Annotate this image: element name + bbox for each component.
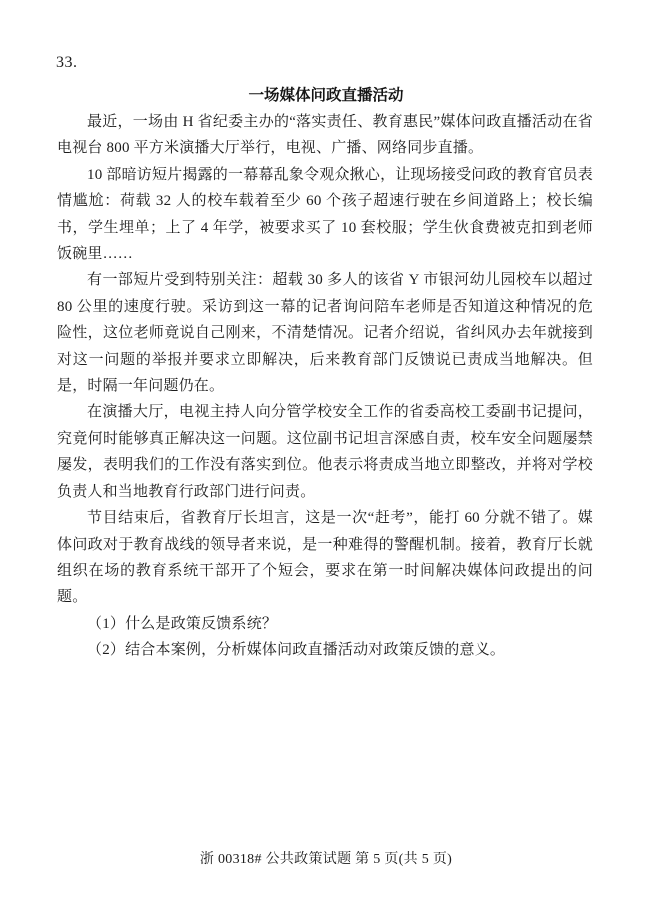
case-paragraph-5: 节目结束后，省教育厅长坦言，这是一次“赶考”，能打 60 分就不错了。媒体问政对于教育战线的领导者来说，是一种难得的警醒机制。接着，教育厅长就组织在场的教育系统干部开了个短会，要求在第一时间解决媒体问政提出的问题。 xyxy=(57,510,593,606)
case-paragraph-3: 有一部短片受到特别关注：超载 30 多人的该省 Y 市银河幼儿园校车以超过 80 公里的速度行驶。采访到这一幕的记者询问陪车老师是否知道这种情况的危险性，这位老师竟说自己刚来，不清楚情况。记者介绍说，省纠风办去年就接到对这一问题的举报并要求立即解决，后来教育部门反馈说已责成当地解决。但是，时隔一年问题仍在。 xyxy=(57,272,593,395)
case-paragraph-4: 在演播大厅，电视主持人向分管学校安全工作的省委高校工委副书记提问，究竟何时能够真正解决这一问题。这位副书记坦言深感自责，校车安全问题屡禁屡发，表明我们的工作没有落实到位。他表示将责成当地立即整改，并将对学校负责人和当地教育行政部门进行问责。 xyxy=(57,404,593,500)
case-paragraph-1: 最近，一场由 H 省纪委主办的“落实责任、教育惠民”媒体问政直播活动在省电视台 800 平方米演播大厅举行，电视、广播、网络同步直播。 xyxy=(57,114,593,157)
case-body xyxy=(57,109,593,664)
page-footer: 浙 00318# 公共政策试题 第 5 页(共 5 页) xyxy=(199,852,453,867)
question-number: 33. xyxy=(56,54,78,71)
case-paragraph-2: 10 部暗访短片揭露的一幕幕乱象令观众揪心，让现场接受问政的教育官员表情尴尬：荷载 32 人的校车载着至少 60 个孩子超速行驶在乡间道路上；校长编书，学生埋单；上了 4 年学，被要求买了 10 套校服；学生伙食费被克扣到老师饭碗里…… xyxy=(57,166,593,263)
case-title: 一场媒体问政直播活动 xyxy=(248,87,404,104)
sub-question-1: （1）什么是政策反馈系统？ xyxy=(87,615,278,632)
sub-question-2: （2）结合本案例，分析媒体问政直播活动对政策反馈的意义。 xyxy=(87,642,506,659)
